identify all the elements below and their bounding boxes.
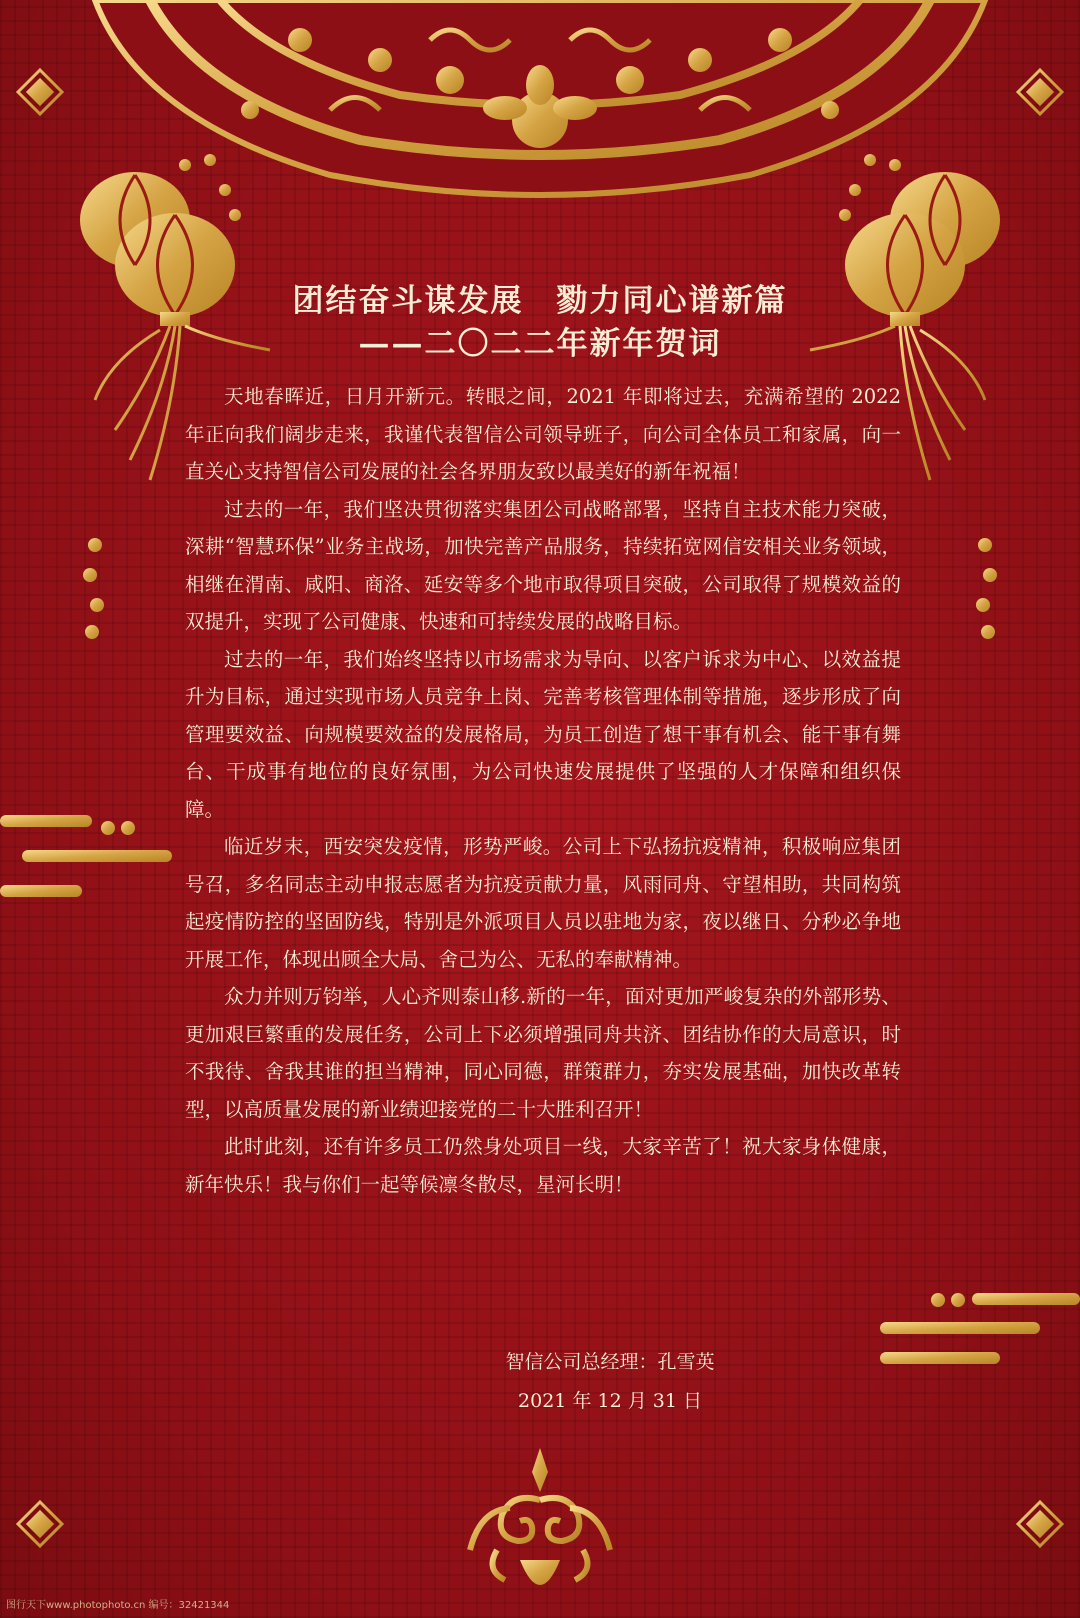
- paragraph: 此时此刻，还有许多员工仍然身处项目一线，大家辛苦了！祝大家身体健康，新年快乐！我与你们一起等候凛冬散尽，星河长明！: [185, 1135, 901, 1196]
- paragraph: 过去的一年，我们坚决贯彻落实集团公司战略部署，坚持自主技术能力突破，深耕“智慧环保”业务主战场，加快完善产品服务，持续拓宽网信安相关业务领域，相继在渭南、咸阳、商洛、延安等多个地市取得项目突破，公司取得了规模效益的双提升，实现了公司健康、快速和可持续发展的战略目标。: [185, 497, 901, 633]
- letter-body: [185, 378, 901, 1203]
- paragraph: 天地春晖近，日月开新元。转眼之间，2021 年即将过去，充满希望的 2022 年正向我们阔步走来，我谨代表智信公司领导班子，向公司全体员工和家属，向一直关心支持智信公司发展的社会各界朋友致以最美好的新年祝福！: [185, 385, 901, 483]
- top-medallion-ornament: [95, 0, 985, 195]
- signature-date: 2021 年 12 月 31 日: [518, 1390, 702, 1412]
- letter-subtitle: ——二〇二二年新年贺词: [358, 326, 722, 362]
- right-cloud-bars: [880, 1293, 1080, 1364]
- watermark: 图行天下www.photophoto.cn 编号：32421344: [6, 1600, 230, 1611]
- letter-title: 团结奋斗谋发展 勠力同心谱新篇: [292, 283, 788, 319]
- paragraph: 临近岁末，西安突发疫情，形势严峻。公司上下弘扬抗疫精神，积极响应集团号召，多名同志主动申报志愿者为抗疫贡献力量，风雨同舟、守望相助，共同构筑起疫情防控的坚固防线，特别是外派项目人员以驻地为家，夜以继日、分秒必争地开展工作，体现出顾全大局、舍己为公、无私的奉献精神。: [185, 835, 901, 971]
- left-cloud-bars: [0, 815, 172, 897]
- signature-name: 智信公司总经理：孔雪英: [505, 1351, 715, 1373]
- paragraph: 过去的一年，我们始终坚持以市场需求为导向、以客户诉求为中心、以效益提升为目标，通过实现市场人员竞争上岗、完善考核管理体制等措施，逐步形成了向管理要效益、向规模要效益的发展格局，为员工创造了想干事有机会、能干事有舞台、干成事有地位的良好氛围，为公司快速发展提供了坚强的人才保障和组织保障。: [185, 647, 901, 821]
- bottom-scroll-ornament: [470, 1448, 610, 1585]
- paragraph: 众力并则万钧举，人心齐则泰山移.新的一年，面对更加严峻复杂的外部形势、更加艰巨繁重的发展任务，公司上下必须增强同舟共济、团结协作的大局意识，时不我待、舍我其谁的担当精神，同心同德，群策群力，夯实发展基础，加快改革转型，以高质量发展的新业绩迎接党的二十大胜利召开！: [185, 985, 901, 1121]
